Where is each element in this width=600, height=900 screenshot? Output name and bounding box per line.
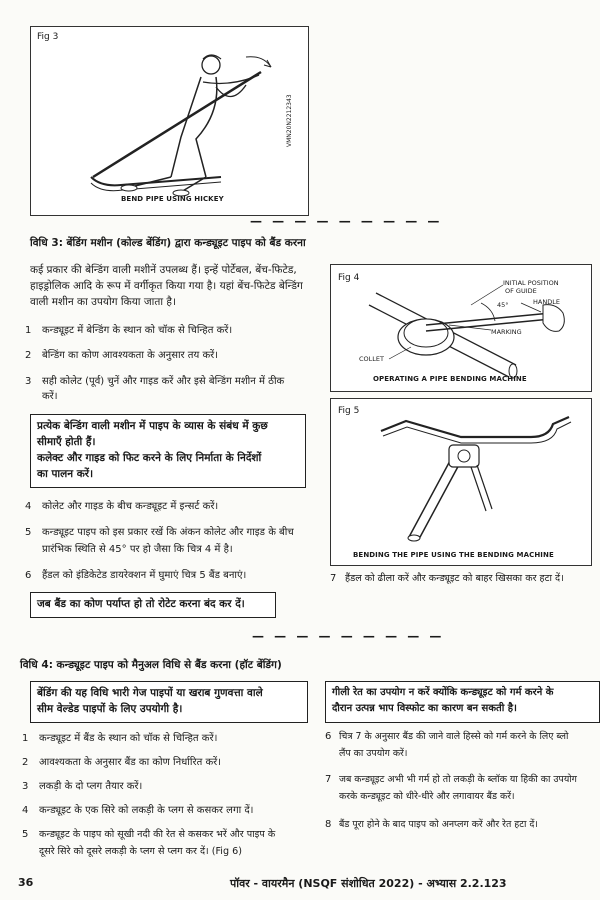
step-number: 5	[22, 829, 29, 840]
note-line: गीली रेत का उपयोग न करें क्योंकि कन्ड्यूइट को गर्म करने के	[332, 687, 554, 698]
step-number: 8	[325, 819, 332, 830]
step-text: कन्ड्यूइट में बेन्डिंग के स्थान को चॉक से चिन्हित करें।	[42, 325, 233, 336]
step-number: 2	[22, 757, 29, 768]
fig4-callout-marking: MARKING	[491, 328, 522, 336]
step-number: 4	[25, 501, 32, 512]
step-text: हैंडल को ढीला करें और कन्ड्यूइट को बाहर खिसका कर हटा दें।	[345, 573, 564, 584]
note-line: सीमाएँ होती हैं।	[37, 436, 96, 448]
intro-line: कई प्रकार की बेन्डिंग वाली मशीनें उपलब्ध हैं। इन्हें पोर्टेबल, बेंच-फिटेड,	[30, 264, 297, 276]
note-line: कलेक्ट और गाइड को फिट करने के लिए निर्माता के निर्देशों	[37, 452, 262, 464]
step-number: 6	[25, 570, 32, 581]
step-text: लकड़ी के दो प्लग तैयार करें।	[39, 781, 143, 792]
fig4-label: Fig 4	[338, 273, 360, 283]
fig4-callout-collet: COLLET	[359, 355, 384, 363]
m3-step-5	[25, 525, 330, 557]
fig3-box	[30, 26, 309, 216]
step-number: 2	[25, 350, 32, 361]
fig5-caption: BENDING THE PIPE USING THE BENDING MACHINE	[353, 551, 554, 559]
m3-step-3	[25, 374, 330, 406]
m3-step-1	[25, 323, 330, 339]
step-number: 3	[22, 781, 29, 792]
m4-step-4	[22, 803, 322, 819]
step-text: करके कन्ड्यूइट को धीरे-धीरे और लगावायर बैंड करें।	[339, 791, 515, 802]
step-text: हैंडल को इंडिकेटेड डायरेक्शन में घुमाएं चित्र 5 बैंड बनाएं।	[42, 570, 247, 581]
step-text: सही कोलेट (पूर्व) चुनें और गाइड करें और इसे बेन्डिंग मशीन में ठीक	[42, 376, 285, 387]
page-number: 36	[18, 876, 34, 889]
m4-step-7	[325, 772, 600, 806]
m3-step-2	[25, 348, 330, 364]
step-text: आवश्यकता के अनुसार बैंड का कोण निर्धारित करें।	[39, 757, 222, 768]
m4-step-8	[325, 817, 600, 833]
footer-title: पॉवर - वायरमैन (NSQF संशोधित 2022) - अभ्यास 2.2.123	[230, 877, 507, 890]
fig5-box	[330, 398, 592, 566]
method3-note2-box	[30, 592, 276, 618]
fig4-caption: OPERATING A PIPE BENDING MACHINE	[373, 375, 527, 383]
note-line: जब बैंड का कोण पर्याप्त हो तो रोटेट करना बंद कर दें।	[37, 598, 245, 610]
step-text: बेन्डिंग का कोण आवश्यकता के अनुसार तय करें।	[42, 350, 219, 361]
note-line: बेंडिंग की यह विधि भारी गेज पाइपों या खराब गुणवत्ता वाले	[37, 687, 263, 699]
step-text: लैंप का उपयोग करें।	[339, 748, 408, 759]
m4-step-1	[22, 731, 322, 747]
step-number: 7	[330, 573, 337, 584]
step-text: कन्ड्यूइट पाइप को इस प्रकार रखें कि अंकन कोलेट और गाइड के बीच	[42, 527, 294, 538]
note-line: प्रत्येक बेन्डिंग वाली मशीन में पाइप के व्यास के संबंध में कुछ	[37, 420, 268, 432]
separator-1: — — — — — — — — —	[250, 214, 443, 228]
fig4-callout-guide: INITIAL POSITION	[503, 279, 559, 287]
fig5-label: Fig 5	[338, 406, 360, 416]
method3-heading: विधि 3: बेंडिंग मशीन (कोल्ड बेंडिंग) द्वारा कन्ड्यूइट पाइप को बैंड करना	[30, 237, 306, 249]
fig4-callout-handle: HANDLE	[533, 298, 560, 306]
intro-line: वाली मशीन का उपयोग किया जाता है।	[30, 296, 176, 308]
step-text: कन्ड्यूइट के पाइप को सूखी नदी की रेत से कसकर भरें और पाइप के	[39, 829, 276, 840]
method3-note-box	[30, 414, 306, 488]
step-number: 1	[25, 325, 32, 336]
m3-step-6	[25, 568, 330, 584]
step-number: 7	[325, 774, 332, 785]
step-number: 5	[25, 527, 32, 538]
fig3-code: VMN20N2212343	[286, 94, 293, 147]
step-number: 1	[22, 733, 29, 744]
step-number: 4	[22, 805, 29, 816]
separator-2: — — — — — — — — —	[252, 629, 445, 643]
method3-intro	[30, 262, 328, 310]
fig4-box	[330, 264, 592, 392]
intro-line: हाइड्रोलिक आदि के रूप में वर्गीकृत किया गया है। यहां बेंच-फिटेड बेन्डिंग	[30, 280, 303, 292]
step-text: प्रारंभिक स्थिति से 45° पर हो जैसा कि चित्र 4 में है।	[42, 544, 233, 555]
fig5-bending-machine-illustration	[331, 399, 591, 565]
method4-note-left	[30, 681, 308, 723]
m4-step-6	[325, 729, 600, 763]
m4-step-5	[22, 827, 322, 861]
fig4-callout-angle: 45°	[497, 301, 509, 309]
step-text: कन्ड्यूइट में बैंड के स्थान को चॉक से चिन्हित करें।	[39, 733, 218, 744]
note-line: का पालन करें।	[37, 468, 94, 480]
method4-heading: विधि 4: कन्ड्यूइट पाइप को मैनुअल विधि से बैंड करना (हॉट बेंडिंग)	[20, 659, 282, 671]
m4-step-3	[22, 779, 322, 795]
note-line: सीम वेल्डेड पाइपों के लिए उपयोगी है।	[37, 703, 183, 715]
step-number: 3	[25, 376, 32, 387]
fig3-caption: BEND PIPE USING HICKEY	[121, 195, 224, 203]
note-line: दौरान उत्पन्न भाप विस्फोट का कारण बन सकती है।	[332, 703, 517, 714]
step-text: कन्ड्यूइट के एक सिरे को लकड़ी के प्लग से कसकर लगा दें।	[39, 805, 254, 816]
step-number: 6	[325, 731, 332, 742]
step-text: दूसरे सिरे को दूसरे लकड़ी के प्लग से प्लग कर दें। (Fig 6)	[39, 846, 242, 857]
step-text: करें।	[42, 391, 58, 402]
fig4-callout-guide2: OF GUIDE	[505, 287, 537, 295]
method4-note-right	[325, 681, 600, 723]
step-text: जब कन्ड्यूइट अभी भी गर्म हो तो लकड़ी के ब्लॉक या हिकी का उपयोग	[339, 774, 577, 785]
fig3-label: Fig 3	[37, 32, 59, 42]
step-text: चित्र 7 के अनुसार बैंड की जाने वाले हिस्से को गर्म करने के लिए ब्लो	[339, 731, 569, 742]
step-text: कोलेट और गाइड के बीच कन्ड्यूइट में इन्सर्ट करें।	[42, 501, 219, 512]
m3-step-4	[25, 499, 330, 515]
step-text: बैंड पूरा होने के बाद पाइप को अनप्लग करें और रेत हटा दें।	[339, 819, 538, 830]
m3-step-7	[330, 571, 592, 587]
fig3-hickey-illustration	[31, 27, 308, 215]
m4-step-2	[22, 755, 322, 771]
